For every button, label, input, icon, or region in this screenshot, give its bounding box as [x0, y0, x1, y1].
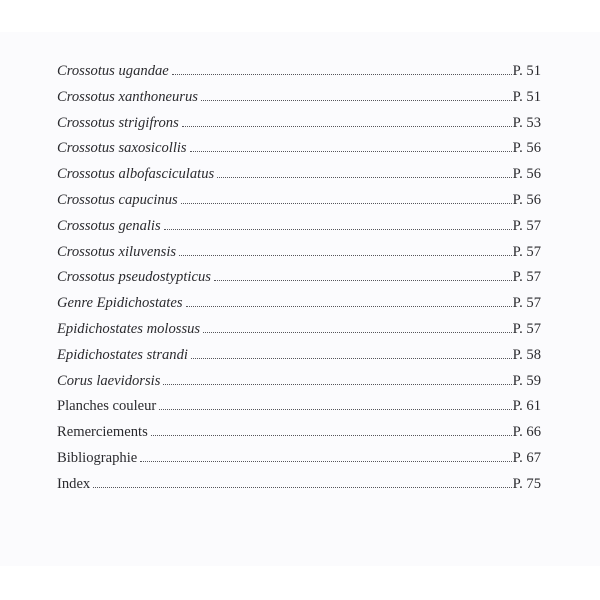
dot-leader	[182, 126, 512, 127]
dot-leader	[203, 332, 512, 333]
toc-entry-title: Crossotus ugandae	[57, 63, 169, 79]
toc-entry	[57, 269, 541, 295]
dot-leader	[191, 358, 512, 359]
dot-leader	[93, 487, 511, 488]
dot-leader	[190, 151, 512, 152]
toc-entry	[57, 398, 541, 424]
toc-entry-page-number: P. 58	[512, 346, 541, 363]
toc-entry-page-number: P. 57	[512, 217, 541, 234]
table-of-contents	[57, 63, 541, 502]
toc-entry-page-number: P. 75	[512, 475, 541, 492]
dot-leader	[186, 306, 512, 307]
toc-entry-page-number: P. 56	[512, 191, 541, 208]
dot-leader	[172, 74, 512, 75]
toc-entry	[57, 295, 541, 321]
toc-entry	[57, 373, 541, 399]
dot-leader	[217, 177, 511, 178]
toc-entry-title: Crossotus pseudostypticus	[57, 269, 211, 286]
toc-entry-title: Crossotus strigifrons	[57, 114, 179, 131]
toc-entry-title: Crossotus saxosicollis	[57, 140, 187, 157]
toc-entry-title: Bibliographie	[57, 449, 138, 466]
toc-entry-page-number: P. 53	[512, 114, 541, 131]
toc-entry-page-number: P. 57	[512, 269, 541, 286]
toc-entry	[57, 140, 541, 166]
toc-entry-title: Crossotus xanthoneurus	[57, 88, 198, 105]
toc-entry-title: Crossotus capucinus	[57, 191, 178, 208]
toc-entry	[57, 424, 541, 450]
toc-entry-title: Planches couleur	[57, 398, 157, 415]
dot-leader	[214, 280, 512, 281]
toc-entry	[57, 218, 541, 244]
toc-entry	[57, 450, 541, 476]
toc-entry-title: Corus laevidorsis	[57, 372, 161, 389]
dot-leader	[164, 229, 512, 230]
toc-entry	[57, 476, 541, 502]
toc-entry-page-number: P. 66	[512, 424, 541, 441]
toc-entry	[57, 244, 541, 270]
toc-entry	[57, 347, 541, 373]
dot-leader	[201, 100, 512, 101]
toc-entry-page-number: P. 57	[512, 320, 541, 337]
toc-entry-page-number: P. 67	[512, 449, 541, 466]
dot-leader	[163, 384, 511, 385]
toc-entry-page-number: P. 56	[512, 166, 541, 183]
toc-entry	[57, 166, 541, 192]
toc-entry-page-number: P. 57	[512, 243, 541, 260]
toc-entry-page-number: P. 59	[512, 372, 541, 389]
toc-entry-title: Epidichostates strandi	[57, 346, 188, 363]
toc-entry	[57, 63, 541, 89]
toc-entry	[57, 192, 541, 218]
toc-entry	[57, 321, 541, 347]
toc-entry-title: Epidichostates molossus	[57, 320, 201, 337]
toc-entry-page-number: P. 61	[512, 398, 541, 415]
toc-entry-title: Crossotus xiluvensis	[57, 243, 177, 260]
toc-entry-title: Crossotus genalis	[57, 217, 161, 234]
toc-entry-title: Remerciements	[57, 424, 148, 441]
dot-leader	[151, 435, 512, 436]
toc-entry-page-number: P. 51	[512, 63, 541, 79]
dot-leader	[179, 255, 512, 256]
toc-entry	[57, 115, 541, 141]
dot-leader	[159, 409, 511, 410]
toc-entry-page-number: P. 51	[512, 88, 541, 105]
dot-leader	[181, 203, 512, 204]
dot-leader	[140, 461, 511, 462]
toc-entry-page-number: P. 56	[512, 140, 541, 157]
toc-entry-title: Genre Epidichostates	[57, 295, 183, 312]
toc-entry	[57, 89, 541, 115]
toc-entry-title: Crossotus albofasciculatus	[57, 166, 215, 183]
toc-entry-title: Index	[57, 475, 91, 492]
toc-entry-page-number: P. 57	[512, 295, 541, 312]
